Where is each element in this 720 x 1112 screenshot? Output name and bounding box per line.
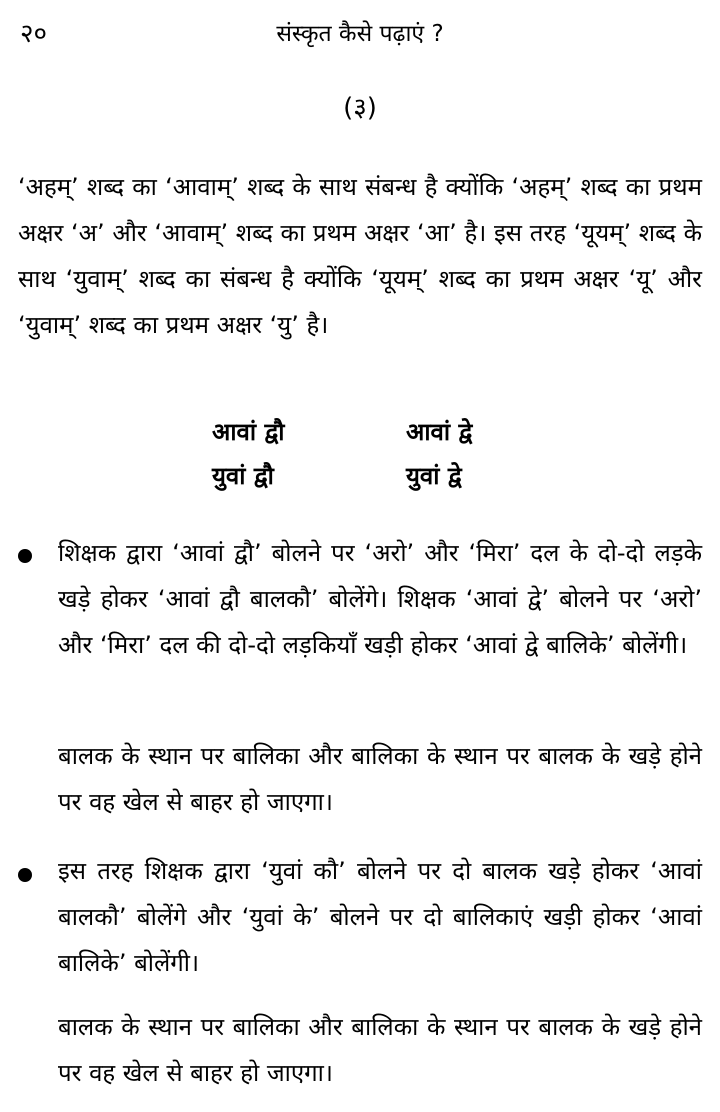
rule-note: बालक के स्थान पर बालिका और बालिका के स्थान पर बालक के खड़े होने पर वह खेल से बाहर हो जाएगा। — [58, 742, 702, 816]
bullet-paragraph: शिक्षक द्वारा ‘आवां द्वौ’ बोलने पर ‘अरो’ और ‘मिरा’ दल के दो-दो लड़के खड़े होकर ‘आवां द्वौ बालकौ’ बोलेंगे। शिक्षक ‘आवां द्वे’ बोलने पर ‘अरो’ और ‘मिरा’ दल की दो-दो लड़कियाँ खड़ी होकर ‘आवां द्वे बालिके’ बोलेंगी। — [58, 539, 702, 659]
word-form: आवां द्वौ — [212, 418, 285, 446]
bullet-icon — [18, 549, 32, 563]
bullet-paragraph: इस तरह शिक्षक द्वारा ‘युवां कौ’ बोलने पर दो बालक खड़े होकर ‘आवां बालकौ’ बोलेंगे और ‘युवां के’ बोलने पर दो बालिकाएं खड़ी होकर ‘आवां बालिके’ बोलेंगी। — [58, 857, 702, 977]
rule-note: बालक के स्थान पर बालिका और बालिका के स्थान पर बालक के खड़े होने पर वह खेल से बाहर हो जाएगा। — [58, 1013, 702, 1087]
bullet-icon — [18, 868, 32, 882]
word-forms-row — [0, 410, 720, 454]
running-title: संस्कृत कैसे पढ़ाएं ? — [276, 21, 444, 47]
word-forms-table — [0, 410, 720, 498]
word-forms-row — [0, 454, 720, 498]
page-header — [0, 14, 720, 54]
page-number: २० — [20, 19, 48, 49]
section-number: (३) — [343, 93, 377, 123]
word-form: युवां द्वे — [406, 462, 462, 490]
intro-paragraph: ‘अहम्’ शब्द का ‘आवाम्’ शब्द के साथ संबन्ध है क्योंकि ‘अहम्’ शब्द का प्रथम अक्षर ‘अ’ और ‘आवाम्’ शब्द का प्रथम अक्षर ‘आ’ है। इस तरह ‘यूयम्’ शब्द के साथ ‘युवाम्’ शब्द का संबन्ध है क्योंकि ‘यूयम्’ शब्द का प्रथम अक्षर ‘यू’ और ‘युवाम्’ शब्द का प्रथम अक्षर ‘यु’ है। — [18, 173, 702, 339]
word-form: युवां द्वौ — [212, 462, 274, 490]
word-form: आवां द्वे — [406, 418, 473, 446]
